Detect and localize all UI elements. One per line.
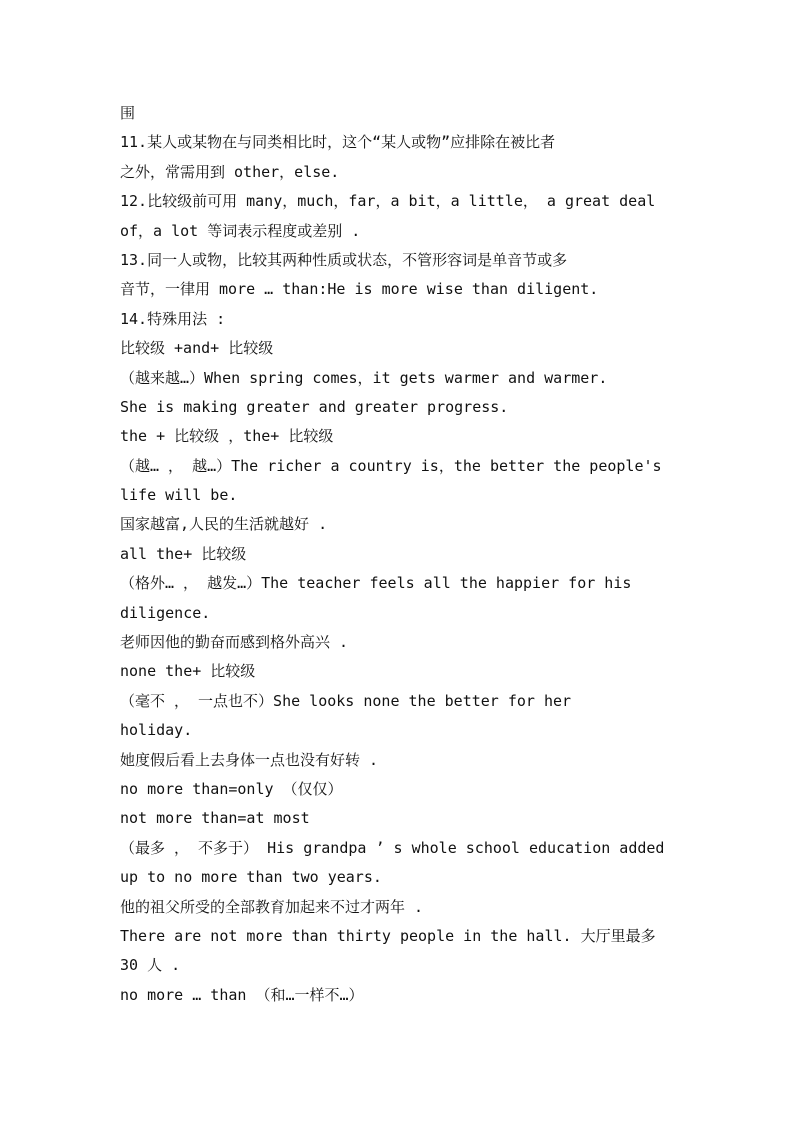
text-line: 之外，常需用到 other，else. bbox=[120, 162, 340, 181]
text-line: There are not more than thirty people in the hall. 大厅里最多 bbox=[120, 926, 656, 945]
text-line: no more than=only （仅仅） bbox=[120, 779, 343, 798]
text-line: （毫不 ， 一点也不）She looks none the better for her bbox=[120, 691, 572, 710]
text-line: 国家越富,人民的生活就越好 . bbox=[120, 515, 328, 534]
text-line: the + 比较级 ，the+ 比较级 bbox=[120, 427, 334, 446]
document-body bbox=[120, 99, 730, 1010]
text-line: no more … than （和…一样不…） bbox=[120, 985, 364, 1004]
text-line: none the+ 比较级 bbox=[120, 662, 256, 681]
text-line: （越来越…）When spring comes，it gets warmer and warmer. bbox=[120, 368, 608, 387]
text-line: （格外… ， 越发…）The teacher feels all the happier for his bbox=[120, 574, 632, 593]
text-line: up to no more than two years. bbox=[120, 868, 382, 887]
text-line: （越… ， 越…）The richer a country is，the better the people's bbox=[120, 456, 662, 475]
text-line: 围 bbox=[120, 104, 136, 122]
text-line: 30 人 . bbox=[120, 956, 181, 975]
text-line: 13.同一人或物，比较其两种性质或状态，不管形容词是单音节或多 bbox=[120, 250, 568, 269]
text-line: 老师因他的勤奋而感到格外高兴 . bbox=[120, 633, 349, 652]
text-line: 14.特殊用法 : bbox=[120, 309, 226, 328]
text-line: 比较级 +and+ 比较级 bbox=[120, 339, 274, 358]
text-line: （最多 ， 不多于） His grandpa ’ s whole school education added bbox=[120, 838, 665, 857]
text-line: life will be. bbox=[120, 486, 238, 505]
text-line: She is making greater and greater progress. bbox=[120, 397, 509, 416]
text-line: all the+ 比较级 bbox=[120, 544, 247, 563]
text-line: 她度假后看上去身体一点也没有好转 . bbox=[120, 750, 379, 769]
text-line: 11.某人或某物在与同类相比时，这个“某人或物”应排除在被比者 bbox=[120, 133, 556, 152]
text-line: not more than=at most bbox=[120, 809, 310, 828]
text-line: diligence. bbox=[120, 603, 211, 622]
text-line: 12.比较级前可用 many，much，far，a bit，a little， a great deal bbox=[120, 192, 656, 211]
text-line: of，a lot 等词表示程度或差别 . bbox=[120, 221, 361, 240]
text-line: 他的祖父所受的全部教育加起来不过才两年 . bbox=[120, 897, 424, 916]
text-line: holiday. bbox=[120, 721, 193, 740]
text-line: 音节，一律用 more … than:He is more wise than diligent. bbox=[120, 280, 599, 299]
